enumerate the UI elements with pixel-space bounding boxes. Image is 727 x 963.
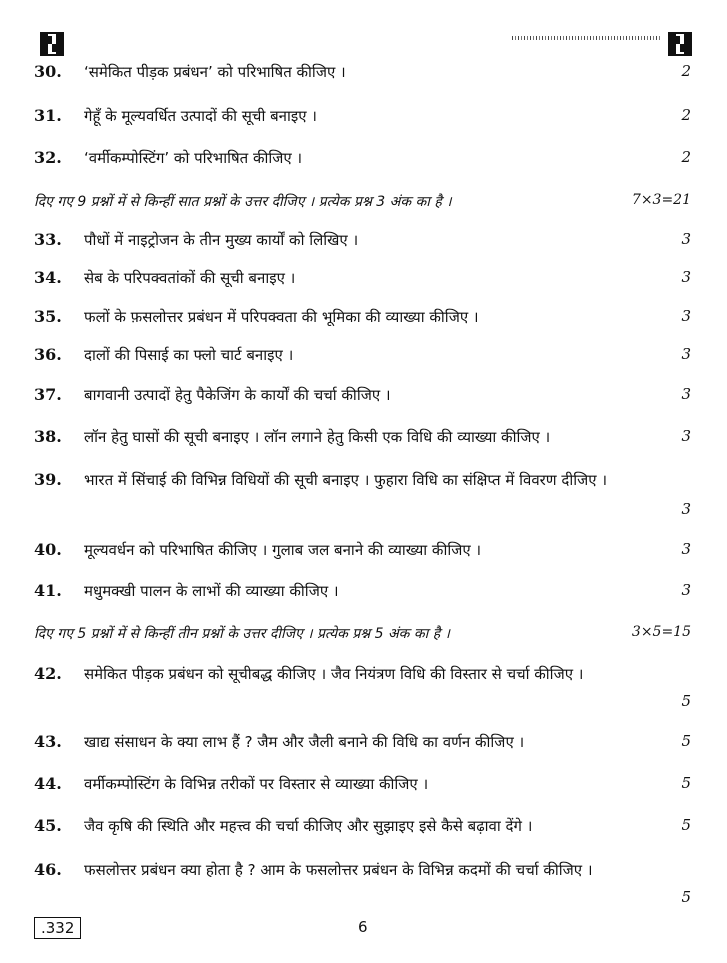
question-number: 44.	[34, 774, 62, 793]
question-marks: 3	[681, 540, 691, 558]
question-number: 43.	[34, 732, 62, 751]
question-number: 39.	[34, 470, 62, 489]
question-marks: 3	[681, 581, 691, 599]
question-text: ‘वर्मीकम्पोस्टिंग’ को परिभाषित कीजिए ।	[84, 149, 303, 167]
question-text: सेब के परिपक्वतांकों की सूची बनाइए ।	[84, 269, 296, 287]
question-marks: 5	[681, 732, 691, 750]
question-text: फसलोत्तर प्रबंधन क्या होता है ? आम के फसलोत्तर प्रबंधन के विभिन्न कदमों की चर्चा कीजिए ।	[84, 861, 593, 879]
question-text: पौधों में नाइट्रोजन के तीन मुख्य कार्यों को लिखिए ।	[84, 231, 359, 249]
question-number: 34.	[34, 268, 62, 287]
section-instruction: दिए गए 9 प्रश्नों में से किन्हीं सात प्रश्नों के उत्तर दीजिए । प्रत्येक प्रश्न 3 अंक का है ।	[34, 194, 452, 210]
question-marks: 5	[681, 692, 691, 710]
qr-code-left	[40, 32, 64, 56]
question-text: वर्मीकम्पोस्टिंग के विभिन्न तरीकों पर विस्तार से व्याख्या कीजिए ।	[84, 775, 429, 793]
qr-code-right	[668, 32, 692, 56]
question-marks: 3	[681, 427, 691, 445]
question-marks: 2	[681, 106, 691, 124]
question-marks: 2	[681, 148, 691, 166]
question-number: 42.	[34, 664, 62, 683]
question-number: 36.	[34, 345, 62, 364]
question-number: 32.	[34, 148, 62, 167]
question-text: समेकित पीड़क प्रबंधन को सूचीबद्ध कीजिए । जैव नियंत्रण विधि की विस्तार से चर्चा कीजिए ।	[84, 665, 584, 683]
question-marks: 2	[681, 62, 691, 80]
question-marks: 5	[681, 816, 691, 834]
question-number: 46.	[34, 860, 62, 879]
question-number: 31.	[34, 106, 62, 125]
question-text: लॉन हेतु घासों की सूची बनाइए । लॉन लगाने हेतु किसी एक विधि की व्याख्या कीजिए ।	[84, 428, 551, 446]
question-marks: 3	[681, 500, 691, 518]
question-text: फलों के फ़सलोत्तर प्रबंधन में परिपक्वता की भूमिका की व्याख्या कीजिए ।	[84, 308, 479, 326]
question-number: 33.	[34, 230, 62, 249]
section-marks: 7×3=21	[631, 192, 691, 208]
question-number: 45.	[34, 816, 62, 835]
section-marks: 3×5=15	[631, 624, 691, 640]
question-text: मूल्यवर्धन को परिभाषित कीजिए । गुलाब जल बनाने की व्याख्या कीजिए ।	[84, 541, 482, 559]
question-number: 41.	[34, 581, 62, 600]
question-text: भारत में सिंचाई की विभिन्न विधियों की सूची बनाइए । फुहारा विधि का संक्षिप्त में विवरण दीजिए ।	[84, 471, 608, 489]
section-instruction: दिए गए 5 प्रश्नों में से किन्हीं तीन प्रश्नों के उत्तर दीजिए । प्रत्येक प्रश्न 5 अंक का है ।	[34, 626, 450, 642]
question-marks: 3	[681, 345, 691, 363]
question-marks: 3	[681, 230, 691, 248]
question-text: बागवानी उत्पादों हेतु पैकेजिंग के कार्यों की चर्चा कीजिए ।	[84, 386, 391, 404]
question-text: खाद्य संसाधन के क्या लाभ हैं ? जैम और जैली बनाने की विधि का वर्णन कीजिए ।	[84, 733, 525, 751]
barcode-strip	[512, 36, 662, 40]
question-text: ‘समेकित पीड़क प्रबंधन’ को परिभाषित कीजिए ।	[84, 63, 346, 81]
question-text: जैव कृषि की स्थिति और महत्त्व की चर्चा कीजिए और सुझाइए इसे कैसे बढ़ावा देंगे ।	[84, 817, 533, 835]
question-number: 37.	[34, 385, 62, 404]
question-marks: 5	[681, 888, 691, 906]
question-number: 35.	[34, 307, 62, 326]
question-marks: 5	[681, 774, 691, 792]
question-marks: 3	[681, 307, 691, 325]
question-number: 40.	[34, 540, 62, 559]
question-text: दालों की पिसाई का फ्लो चार्ट बनाइए ।	[84, 346, 294, 364]
question-text: गेहूँ के मूल्यवर्धित उत्पादों की सूची बनाइए ।	[84, 107, 317, 125]
page-number: 6	[358, 918, 368, 936]
question-marks: 3	[681, 385, 691, 403]
question-marks: 3	[681, 268, 691, 286]
paper-code: .332	[34, 917, 81, 939]
question-text: मधुमक्खी पालन के लाभों की व्याख्या कीजिए ।	[84, 582, 339, 600]
question-number: 38.	[34, 427, 62, 446]
question-number: 30.	[34, 62, 62, 81]
